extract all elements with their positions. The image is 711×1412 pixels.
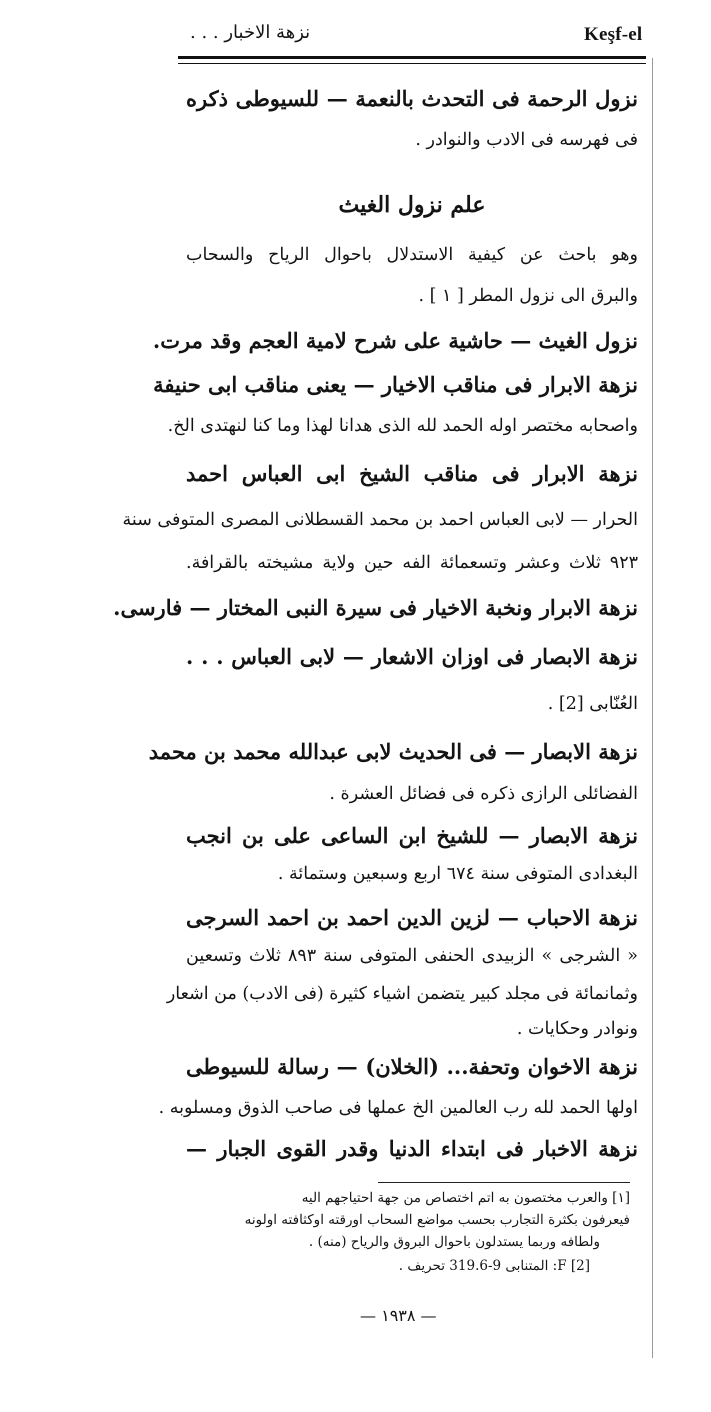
section-title: علم نزول الغيث [338,192,486,218]
footnote-line: فيعرفون بكثرة التجارب بحسب مواضع السحاب اورقته اوكثافته اولونه [244,1212,630,1228]
entry-text: « الشرجى » الزبيدى الحنفى المتوفى سنة ٨٩٣ ثلاث وتسعين [186,946,638,966]
entry-heading: نزهة الاخوان وتحفة... (الخلان) — رسالة للسيوطى [186,1054,638,1079]
entry-text: وثمانمائة فى مجلد كبير يتضمن اشياء كثيرة (فى الادب) من اشعار [166,984,638,1004]
entry-heading: نزهة الابرار فى مناقب الشيخ ابى العباس احمد [186,461,638,486]
entry-text: واصحابه مختصر اوله الحمد لله الذى هدانا لهذا وما كنا لنهتدى الخ. [167,416,638,436]
footnote-line: [2] F: المتنابى 9-319.6 تحريف . [398,1258,590,1274]
entry-heading: نزول الرحمة فى التحدث بالنعمة — للسيوطى ذكره [186,86,638,111]
entry-heading: نزهة الاحباب — لزين الدين احمد بن احمد السرجى [186,905,638,930]
margin-rule [652,58,653,1358]
entry-heading: نزهة الابرار ونخبة الاخيار فى سيرة النبى المختار — فارسى. [113,595,638,620]
footnote-line: [١] والعرب مختصون به اتم اختصاص من جهة احتياجهم اليه [301,1190,630,1206]
entry-text: فى فهرسه فى الادب والنوادر . [415,130,638,150]
entry-heading: نزول الغيث — حاشية على شرح لامية العجم وقد مرت. [152,328,638,353]
running-title-arabic: نزهة الاخبار . . . [190,22,311,43]
entry-text: البغدادى المتوفى سنة ٦٧٤ اربع وسبعين وستمائة . [277,864,638,884]
entry-heading: نزهة الابرار فى مناقب الاخيار — يعنى مناقب ابى حنيفة [153,372,638,397]
entry-heading: نزهة الابصار — فى الحديث لابى عبدالله محمد بن محمد [148,739,638,764]
entry-text: وهو باحث عن كيفية الاستدلال باحوال الرياح والسحاب [186,245,638,265]
entry-text: الحرار — لابى العباس احمد بن محمد القسطلانى المصرى المتوفى سنة [122,510,638,530]
entry-text: ٩٢٣ ثلاث وعشر وتسعمائة الفه حين ولاية مشيخته بالقرافة. [186,553,638,573]
entry-text: ونوادر وحكايات . [516,1019,638,1039]
entry-text: والبرق الى نزول المطر [ ١ ] . [418,286,638,306]
entry-heading: نزهة الابصار — للشيخ ابن الساعى على بن انجب [186,823,638,848]
running-title-latin: Keşf-el [584,24,643,45]
entry-heading: نزهة الاخبار فى ابتداء الدنيا وقدر القوى الجبار — [186,1136,638,1161]
entry-heading: نزهة الابصار فى اوزان الاشعار — لابى العباس . . . [186,644,638,669]
footnotes [184,0,630,1412]
entry-text: اولها الحمد لله رب العالمين الخ عملها فى صاحب الذوق ومسلوبه . [158,1098,638,1118]
entry-text: الفضائلى الرازى ذكره فى فضائل العشرة . [329,784,638,804]
footnote-line: ولطافه وربما يستدلون باحوال البروق والرياح (منه) . [308,1234,600,1250]
page-number: — ١٩٣٨ — [360,1306,437,1325]
entry-text: العُنّابى [2] . [547,694,638,714]
